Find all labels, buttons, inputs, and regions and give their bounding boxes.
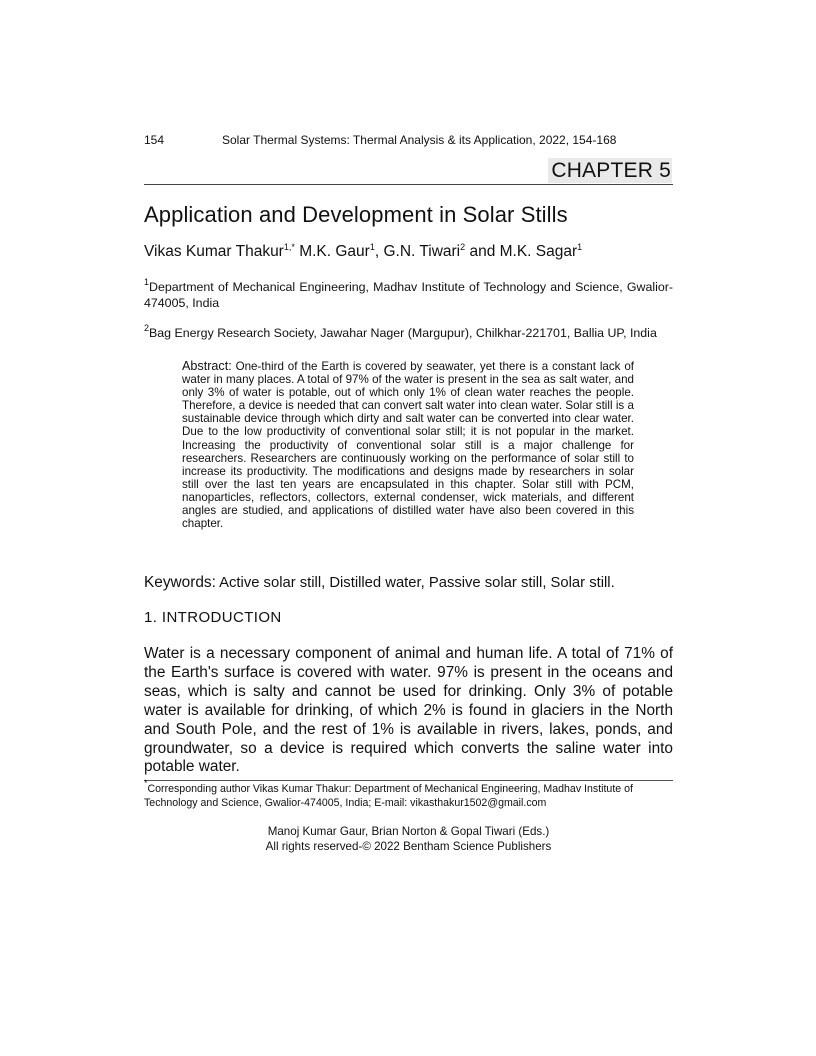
affiliation-mark: 2	[144, 323, 150, 333]
editors-line: Manoj Kumar Gaur, Brian Norton & Gopal Tiwari (Eds.)	[267, 825, 550, 838]
affiliation	[144, 279, 673, 311]
chapter-label: CHAPTER 5	[548, 158, 672, 183]
author-name: M.K. Gaur	[299, 243, 370, 260]
author-name: Vikas Kumar Thakur	[144, 243, 284, 260]
keywords-text: Active solar still, Distilled water, Passive solar still, Solar still.	[219, 575, 615, 591]
affiliation-mark: 1	[144, 277, 150, 287]
publisher-block	[144, 824, 673, 854]
author-affiliation-mark: 1	[577, 242, 583, 252]
affiliation-text: Bag Energy Research Society, Jawahar Nager (Margupur), Chilkhar-221701, Ballia UP, India	[149, 326, 657, 340]
footnote-divider	[144, 780, 673, 781]
abstract-label: Abstract:	[182, 359, 232, 373]
author-name: M.K. Sagar	[499, 243, 578, 260]
page-title: Application and Development in Solar Stills	[144, 202, 568, 227]
keywords	[144, 574, 615, 592]
affiliation-text: Department of Mechanical Engineering, Madhav Institute of Technology and Science, Gwalior-474005, India	[144, 280, 673, 310]
affiliation	[144, 325, 673, 341]
author-affiliation-mark: 2	[460, 242, 466, 252]
page-number: 154	[144, 133, 165, 147]
author-name: G.N. Tiwari	[383, 243, 461, 260]
running-title: Solar Thermal Systems: Thermal Analysis & its Application, 2022, 154-168	[222, 133, 617, 147]
footnote	[144, 778, 676, 810]
author-affiliation-mark: 1	[369, 242, 375, 252]
keywords-label: Keywords:	[144, 574, 216, 591]
abstract	[182, 360, 634, 530]
author-affiliation-mark: 1,*	[283, 242, 295, 252]
footnote-text: Corresponding author Vikas Kumar Thakur: Department of Mechanical Engineering, Madhav Institute of Technology and Science, Gwalior-474005, India; E-mail: vikasthakur1502@gmail.com	[144, 783, 633, 809]
author-list: Vikas Kumar Thakur$^{1,*}$ M.K. Gaur$^1$, G.N. Tiwari$^2$ and M.K. Sagar$^1$	[144, 242, 583, 260]
footnote-mark: *	[144, 778, 148, 788]
body-paragraph: Water is a necessary component of animal and human life. A total of 71% of the Earth's surface is covered with water. 97% is present in the oceans and seas, which is salty and cannot be used for drinking. Only 3% of potable water is available for drinking, of which 2% is found in glaciers in the North and South Pole, and the rest of 1% is available in rivers, lakes, ponds, and groundwater, so a device is required which converts the saline water into potable water.	[144, 645, 673, 776]
rights-line: All rights reserved-© 2022 Bentham Science Publishers	[265, 840, 552, 853]
abstract-text: One-third of the Earth is covered by seawater, yet there is a constant lack of water in many places. A total of 97% of the water is present in the sea as salt water, and only 3% of water is potable, out of which only 1% of clean water reaches the people. Therefore, a device is needed that can convert salt water into clean water. Solar still is a sustainable device through which dirty and salt water can be converted into clear water. Due to the low productivity of conventional solar still; it is not popular in the market. Increasing the productivity of conventional solar still is a major challenge for researchers. Researchers are continuously working on the performance of solar still to increase its productivity. The modifications and designs made by researchers in solar still over the last ten years are encapsulated in this chapter. Solar still with PCM, nanoparticles, reflectors, collectors, external condenser, wick materials, and different angles are studied, and applications of distilled water have also been covered in this chapter.	[182, 360, 635, 531]
section-heading: 1. INTRODUCTION	[144, 609, 282, 626]
header-divider	[144, 184, 673, 185]
